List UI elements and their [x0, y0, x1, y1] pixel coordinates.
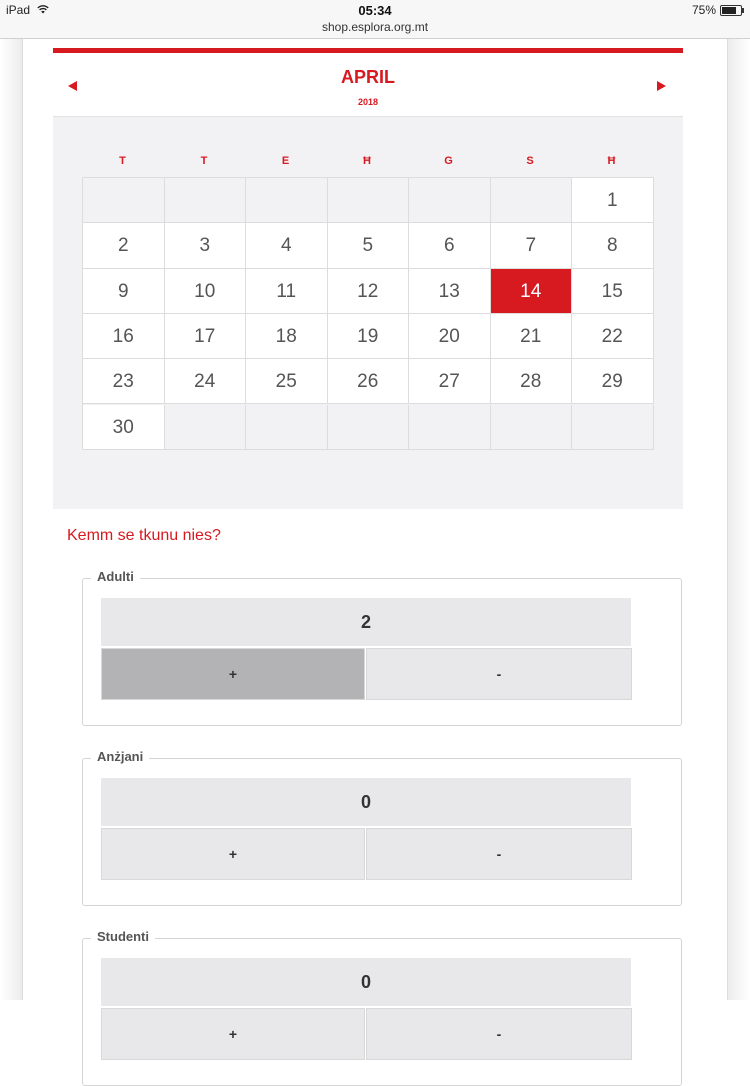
status-bar — [0, 0, 750, 20]
calendar-empty-cell — [328, 405, 410, 450]
next-month-arrow-icon[interactable] — [657, 81, 666, 91]
calendar-empty-cell — [409, 405, 491, 450]
calendar-day[interactable]: 3 — [165, 223, 247, 268]
battery-fill — [722, 7, 736, 14]
calendar-empty-cell — [83, 178, 165, 223]
weekday-label: S — [526, 155, 534, 167]
calendar-day-selected[interactable]: 14 — [491, 269, 573, 314]
clock: 05:34 — [358, 3, 392, 18]
calendar-day[interactable]: 21 — [491, 314, 573, 359]
seniors-legend: Anżjani — [91, 749, 149, 764]
calendar-day[interactable]: 20 — [409, 314, 491, 359]
calendar-day[interactable]: 12 — [328, 269, 410, 314]
page-shadow-left — [0, 39, 22, 1000]
calendar-empty-cell — [572, 405, 654, 450]
adults-fieldset — [82, 569, 682, 726]
calendar-day[interactable]: 13 — [409, 269, 491, 314]
calendar-empty-cell — [165, 405, 247, 450]
calendar-day[interactable]: 27 — [409, 359, 491, 404]
calendar-day[interactable]: 15 — [572, 269, 654, 314]
seniors-count: 0 — [101, 778, 631, 826]
calendar-body — [53, 116, 683, 509]
battery-icon — [720, 5, 742, 16]
adults-count: 2 — [101, 598, 631, 646]
calendar-day[interactable]: 1 — [572, 178, 654, 223]
calendar-empty-cell — [246, 405, 328, 450]
address-bar[interactable] — [0, 20, 750, 39]
calendar-empty-cell — [491, 178, 573, 223]
calendar-day[interactable]: 7 — [491, 223, 573, 268]
calendar-empty-cell — [328, 178, 410, 223]
page-shadow-right — [728, 39, 750, 1000]
seniors-fieldset — [82, 749, 682, 906]
calendar-day[interactable]: 18 — [246, 314, 328, 359]
seniors-plus-button[interactable]: + — [101, 828, 365, 880]
calendar-year: 2018 — [357, 97, 379, 107]
calendar-day[interactable]: 11 — [246, 269, 328, 314]
calendar-day[interactable]: 29 — [572, 359, 654, 404]
calendar-day[interactable]: 5 — [328, 223, 410, 268]
calendar-day[interactable]: 25 — [246, 359, 328, 404]
weekday-header-row — [82, 155, 653, 167]
weekday-label: Ħ — [363, 155, 371, 167]
calendar-day[interactable]: 16 — [83, 314, 165, 359]
calendar-day[interactable]: 19 — [328, 314, 410, 359]
calendar-month: APRIL — [341, 67, 395, 87]
calendar-day[interactable]: 24 — [165, 359, 247, 404]
students-fieldset — [82, 929, 682, 1086]
weekday-label: G — [444, 155, 453, 167]
students-legend: Studenti — [91, 929, 155, 944]
weekday-label: T — [119, 155, 126, 167]
calendar-day[interactable]: 23 — [83, 359, 165, 404]
calendar-day[interactable]: 2 — [83, 223, 165, 268]
calendar-day[interactable]: 8 — [572, 223, 654, 268]
calendar-day[interactable]: 9 — [83, 269, 165, 314]
calendar-empty-cell — [246, 178, 328, 223]
calendar-day[interactable]: 22 — [572, 314, 654, 359]
battery-percent: 75% — [691, 3, 716, 17]
weekday-label: Ħ — [607, 155, 616, 167]
adults-plus-button[interactable]: + — [101, 648, 365, 700]
calendar-day[interactable]: 30 — [83, 405, 165, 450]
calendar-empty-cell — [165, 178, 247, 223]
calendar-day[interactable]: 17 — [165, 314, 247, 359]
calendar-day[interactable]: 10 — [165, 269, 247, 314]
students-plus-button[interactable]: + — [101, 1008, 365, 1060]
calendar-day[interactable]: 26 — [328, 359, 410, 404]
calendar-day[interactable]: 6 — [409, 223, 491, 268]
device-name: iPad — [6, 3, 31, 17]
students-minus-button[interactable]: - — [366, 1008, 632, 1060]
url-text: shop.esplora.org.mt — [321, 20, 429, 34]
calendar-header — [53, 53, 683, 116]
weekday-label: T — [200, 155, 208, 167]
calendar-day[interactable]: 28 — [491, 359, 573, 404]
students-count: 0 — [101, 958, 631, 1006]
seniors-minus-button[interactable]: - — [366, 828, 632, 880]
calendar-empty-cell — [409, 178, 491, 223]
people-count-question: Kemm se tkunu nies? — [67, 527, 221, 544]
adults-legend: Adulti — [91, 569, 140, 584]
page-border-right — [727, 39, 728, 1000]
weekday-label: E — [281, 155, 290, 167]
calendar-grid — [82, 177, 654, 450]
adults-minus-button[interactable]: - — [366, 648, 632, 700]
page-border-left — [22, 39, 23, 1000]
calendar-day[interactable]: 4 — [246, 223, 328, 268]
calendar-empty-cell — [491, 405, 573, 450]
